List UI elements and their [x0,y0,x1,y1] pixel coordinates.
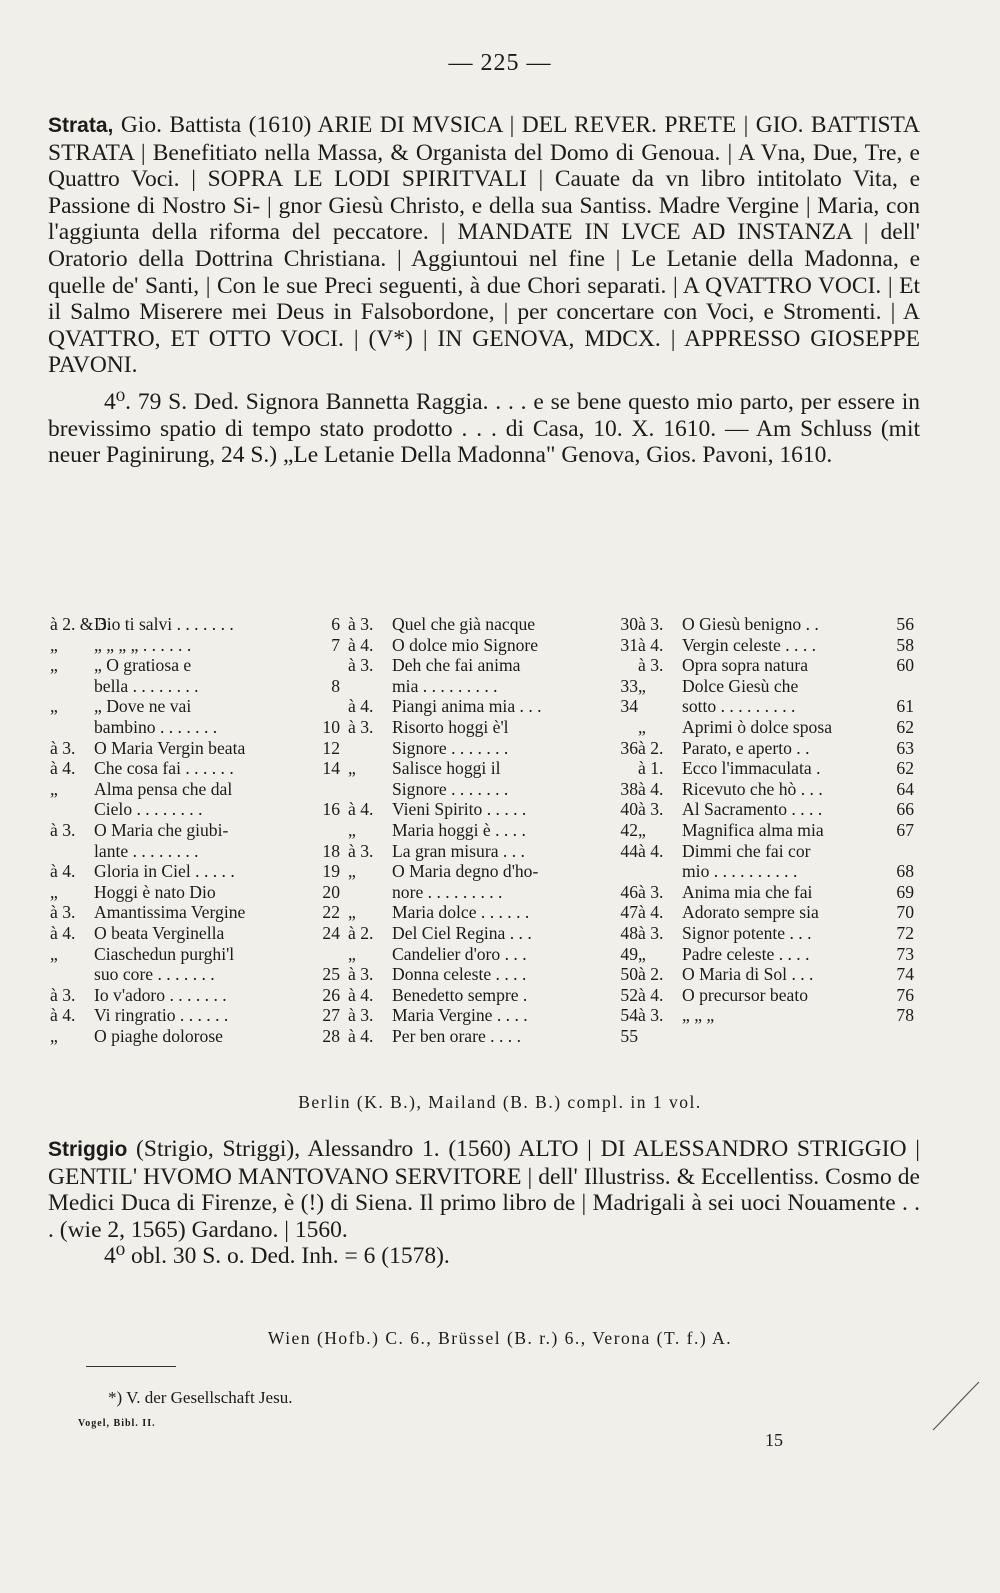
contents-row [638,964,914,985]
contents-row [50,820,340,841]
contents-title: Anima mia che fai [682,881,813,902]
contents-voices: à 3. [638,614,664,634]
contents-page: 72 [896,922,914,943]
location-strata: Berlin (K. B.), Mailand (B. B.) compl. in 1 vol. [298,1092,702,1112]
contents-voices: „ [348,861,356,882]
contents-title: O dolce mio Signore [392,634,539,655]
contents-title: La gran misura . . . [392,840,525,861]
contents-row [638,717,914,738]
contents-page: 54 [620,1005,638,1026]
contents-voices: à 4. [348,799,374,820]
contents-voices: à 3. [638,881,664,902]
contents-title: nore . . . . . . . . . [392,881,503,902]
contents-voices: à 4. [50,758,76,779]
contents-row [348,635,638,656]
contents-title: Dimmi che fai cor [682,840,811,861]
contents-row [50,964,340,985]
contents-title: „ „ „ „ . . . . . . [94,634,192,655]
contents-page: 19 [322,861,340,882]
contents-page [312,779,340,800]
contents-row [50,841,340,862]
entry-strata-description: 4⁰. 79 S. Ded. Signora Bannetta Raggia. . . . e se bene questo mio parto, per essere in brevissimo spatio di tempo stato prodotto . . . di Casa, 10. X. 1610. — Am Schluss (mit neuer Paginirung, 24 S.) „Le Letanie Della Madonna" Genova, Gios. Pavoni, 1610. [48,388,920,469]
contents-title: Dio ti salvi . . . . . . . [94,614,234,634]
contents-voices: à 2. [348,922,374,943]
contents-row [348,758,638,779]
contents-title: mio . . . . . . . . . . [682,861,798,882]
contents-page: 66 [896,799,914,820]
contents-title: Per ben orare . . . . [392,1025,521,1046]
contents-voices: à 3. [348,964,374,985]
contents-row [638,944,914,965]
contents-voices: „ [638,943,646,964]
contents-row [50,985,340,1006]
contents-voices [638,696,682,717]
contents-row [638,779,914,800]
contents-title: Vergin celeste . . . . [682,634,817,655]
contents-voices: à 3. [50,984,76,1005]
contents-row [348,799,638,820]
contents-row [348,882,638,903]
contents-voices: à 3. [638,922,664,943]
contents-row [50,1005,340,1026]
contents-page: 31 [620,634,638,655]
contents-row [50,758,340,779]
contents-voices: à 3. [348,655,374,676]
contents-title: Benedetto sempre . [392,984,528,1005]
contents-page: 38 [620,778,638,799]
contents-row [348,964,638,985]
contents-page: 26 [322,984,340,1005]
contents-title: O Maria che giubi- [94,819,229,840]
contents-title: Cielo . . . . . . . . [94,799,203,820]
contents-voices: à 4. [50,861,76,882]
contents-row [50,614,340,635]
contents-title: Opra sopra natura [682,655,809,676]
contents-page: 47 [620,902,638,923]
contents-title: Aprimi ò dolce sposa [682,716,833,737]
contents-page: 27 [322,1005,340,1026]
contents-row [638,1005,914,1026]
contents-voices: à 4. [638,902,664,923]
contents-row [348,841,638,862]
contents-page: 30 [620,614,638,634]
contents-row [348,923,638,944]
contents-row [348,902,638,923]
contents-page: 22 [322,902,340,923]
contents-row [50,635,340,656]
contents-page: 44 [620,840,638,861]
contents-voices: „ [638,716,646,737]
contents-page: 55 [620,1025,638,1046]
contents-row [50,696,340,717]
contents-title: Signore . . . . . . . [392,778,509,799]
contents-voices: „ [50,881,58,902]
contents-row [638,820,914,841]
contents-page: 20 [322,881,340,902]
contents-title: O precursor beato [682,984,809,1005]
contents-title: Signore . . . . . . . [392,737,509,758]
contents-voices: à 4. [638,840,664,861]
contents-page [886,676,914,697]
contents-page: 63 [896,737,914,758]
contents-page [610,717,638,738]
contents-page: 33 [620,675,638,696]
contents-row [50,944,340,965]
contents-voices: „ [50,696,58,717]
contents-title: O beata Verginella [94,922,225,943]
contents-row [348,717,638,738]
entry-strata-text: Gio. Battista (1610) ARIE DI MVSICA | DEL REVER. PRETE | GIO. BATTISTA STRATA | Benefitiato nella Massa, & Organista del Domo di Genoua. | A Vna, Due, Tre, e Quattro Voci. | SOPRA LE LODI SPIRITVALI | Cauate da vn libro intitolato Vita, e Passione di Nostro Si- | gnor Giesù Christo, e della sua Santiss. Madre Vergine | Maria, con l'aggiunta della riforma del peccatore. | MANDATE IN LVCE AD INSTANZA | dell' Oratorio della Dottrina Christiana. | Aggiuntoui nel fine | Le Letanie della Madonna, e quelle de' Santi, | Con le sue Preci seguenti, à due Chori separati. | A QVATTRO VOCI. | Et il Salmo Miserere mei Deus in Falsobordone, | per concertare con Voci, e Stromenti. | A QVATTRO, ET OTTO VOCI. | (V*) | IN GENOVA, MDCX. | APPRESSO GIOSEPPE PAVONI. [48,112,920,379]
entry-striggio-description: 4⁰ obl. 30 S. o. Ded. Inh. = 6 (1578). [104,1243,450,1270]
contents-voices: à 3. [50,819,76,840]
contents-voices: à 3. [348,1005,374,1026]
contents-row [50,882,340,903]
contents-page: 18 [322,840,340,861]
contents-voices: à 4. [348,1025,374,1046]
sheet-number: 15 [765,1430,783,1450]
contents-voices: à 3. [50,902,76,923]
contents-voices: à 3. [50,737,76,758]
contents-row [348,820,638,841]
contents-page: 62 [896,716,914,737]
contents-voices: à 2. & 3. [50,614,112,634]
contents-page: 52 [620,984,638,1005]
contents-voices: „ [348,943,356,964]
contents-title: Ciaschedun purghi'l [94,943,235,964]
contents-voices: „ [348,819,356,840]
footnote-rule [86,1366,176,1367]
contents-voices: „ [638,819,646,840]
entry-striggio-title [48,1136,920,1243]
contents-voices: à 3. [638,799,664,820]
contents-page: 56 [896,614,914,634]
contents-page: 10 [322,716,340,737]
contents-row [50,1026,340,1047]
contents-title: Del Ciel Regina . . . [392,922,532,943]
contents-title: „ „ „ [682,1005,715,1026]
contents-row [50,861,340,882]
contents-row [50,738,340,759]
contents-voices [50,717,94,738]
contents-voices: à 4. [348,984,374,1005]
contents-row [348,1026,638,1047]
contents-title: Alma pensa che dal [94,778,233,799]
contents-voices: à 3. [348,716,374,737]
contents-page: 40 [620,799,638,820]
contents-title: Salisce hoggi il [392,758,501,779]
contents-voices [638,861,682,882]
entry-strata-title [48,112,920,379]
contents-row [348,696,638,717]
contents-page: 58 [896,634,914,655]
contents-row [348,676,638,697]
contents-title: Dolce Giesù che [682,675,799,696]
entry-strata [48,112,920,469]
contents-row [348,738,638,759]
contents-page [610,861,638,882]
contents-page: 60 [896,655,914,676]
contents-title: mia . . . . . . . . . [392,675,498,696]
contents-title: Amantissima Vergine [94,902,246,923]
contents-voices: „ [50,655,58,676]
footnote: *) V. der Gesellschaft Jesu. [108,1388,293,1407]
contents-row [50,779,340,800]
contents-voices: à 4. [348,634,374,655]
contents-title: Che cosa fai . . . . . . [94,758,234,779]
contents-page: 8 [331,675,340,696]
contents-row [638,985,914,1006]
printer-signature: Vogel, Bibl. II. [78,1418,156,1429]
contents-title: O piaghe dolorose [94,1025,223,1046]
contents-row [348,944,638,965]
contents-page: 24 [322,922,340,943]
contents-page: 6 [331,614,340,634]
contents-title: Io v'adoro . . . . . . . [94,984,227,1005]
contents-page: 67 [896,819,914,840]
contents-column-3 [638,614,914,1026]
contents-page: 70 [896,902,914,923]
contents-title: Deh che fai anima [392,655,521,676]
contents-voices: à 4. [638,778,664,799]
contents-page: 62 [896,758,914,779]
contents-row [348,614,638,635]
contents-voices: à 2. [638,964,664,985]
contents-title: Hoggi è nato Dio [94,881,216,902]
contents-voices: à 4. [50,922,76,943]
contents-title: Vieni Spirito . . . . . [392,799,527,820]
contents-title: O Maria degno d'ho- [392,861,539,882]
entry-striggio-head: Striggio [48,1138,128,1161]
contents-page: 42 [620,819,638,840]
entry-striggio [48,1136,920,1270]
contents-title: suo core . . . . . . . [94,964,215,985]
entry-strata-head: Strata, [48,114,114,137]
contents-page [312,655,340,676]
contents-title: bella . . . . . . . . [94,675,199,696]
contents-title: lante . . . . . . . . [94,840,199,861]
contents-title: Piangi anima mia . . . [392,696,542,717]
contents-voices: à 3. [638,655,664,676]
contents-title: Quel che già nacque [392,614,536,634]
contents-title: O Giesù benigno . . [682,614,819,634]
contents-title: Maria dolce . . . . . . [392,902,530,923]
contents-voices: à 4. [348,696,374,717]
contents-title: Donna celeste . . . . [392,964,527,985]
contents-page: 78 [896,1005,914,1026]
contents-title: Parato, e aperto . . [682,737,810,758]
pencil-stroke-mark [925,1378,985,1438]
contents-title: Maria hoggi è . . . . [392,819,526,840]
contents-page: 36 [620,737,638,758]
contents-row [348,779,638,800]
contents-row [638,923,914,944]
contents-title: Padre celeste . . . . [682,943,810,964]
contents-page: 61 [896,696,914,717]
contents-voices [348,676,392,697]
contents-page [312,820,340,841]
contents-title: O Maria Vergin beata [94,737,246,758]
contents-page: 73 [896,943,914,964]
contents-row [638,861,914,882]
contents-voices: „ [50,778,58,799]
contents-voices: „ [348,902,356,923]
contents-page: 50 [620,964,638,985]
contents-page: 14 [322,758,340,779]
contents-voices [50,964,94,985]
contents-title: „ O gratiosa e [94,655,192,676]
contents-voices: à 3. [348,614,374,634]
contents-row [638,799,914,820]
contents-page [312,696,340,717]
contents-title: Adorato sempre sia [682,902,819,923]
contents-page: 7 [331,634,340,655]
contents-page: 46 [620,881,638,902]
contents-voices [348,779,392,800]
contents-row [638,902,914,923]
contents-voices [50,676,94,697]
contents-voices: „ [348,758,356,779]
contents-voices: à 3. [638,1005,664,1026]
contents-title: sotto . . . . . . . . . [682,696,796,717]
contents-title: Al Sacramento . . . . [682,799,823,820]
contents-voices: à 1. [638,758,664,779]
contents-title: O Maria di Sol . . . [682,964,814,985]
contents-row [638,758,914,779]
contents-title: Vi ringratio . . . . . . [94,1005,229,1026]
contents-voices: „ [638,675,646,696]
contents-column-2 [348,614,638,1046]
contents-title: Gloria in Ciel . . . . . [94,861,235,882]
contents-voices: „ [50,634,58,655]
contents-row [348,655,638,676]
contents-column-1 [50,614,340,1046]
contents-row [638,738,914,759]
contents-page: 16 [322,799,340,820]
contents-page: 68 [896,861,914,882]
contents-voices [50,799,94,820]
contents-row [638,655,914,676]
contents-row [638,614,914,635]
contents-page [610,758,638,779]
contents-voices [50,841,94,862]
contents-voices: à 3. [348,840,374,861]
contents-page: 12 [322,737,340,758]
contents-page: 74 [896,964,914,985]
contents-row [638,841,914,862]
contents-voices: „ [50,943,58,964]
contents-voices: à 2. [638,737,664,758]
contents-row [348,985,638,1006]
contents-page: 76 [896,984,914,1005]
contents-row [348,861,638,882]
contents-row [50,655,340,676]
contents-row [638,676,914,697]
contents-page: 64 [896,778,914,799]
contents-title: Ricevuto che hò . . . [682,778,823,799]
contents-title: Signor potente . . . [682,922,812,943]
contents-voices: à 4. [638,634,664,655]
contents-row [638,882,914,903]
contents-page: 49 [620,943,638,964]
contents-title: Candelier d'oro . . . [392,943,527,964]
contents-title: bambino . . . . . . . [94,716,218,737]
contents-page: 34 [620,696,638,717]
contents-row [50,799,340,820]
contents-title: Magnifica alma mia [682,819,824,840]
contents-row [50,676,340,697]
contents-voices [348,882,392,903]
location-striggio: Wien (Hofb.) C. 6., Brüssel (B. r.) 6., Verona (T. f.) A. [267,1328,733,1348]
contents-page: 48 [620,922,638,943]
contents-row [638,635,914,656]
contents-title: Maria Vergine . . . . [392,1005,528,1026]
contents-page: 69 [896,881,914,902]
contents-voices: à 4. [50,1005,76,1026]
contents-page: 28 [322,1025,340,1046]
contents-title: Ecco l'immaculata . [682,758,821,779]
contents-page: 25 [322,964,340,985]
contents-voices: à 4. [638,984,664,1005]
contents-page [610,655,638,676]
contents-row [50,717,340,738]
contents-title: „ Dove ne vai [94,696,192,717]
contents-page [886,841,914,862]
contents-row [348,1005,638,1026]
contents-row [638,696,914,717]
entry-striggio-text: (Strigio, Striggi), Alessandro 1. (1560) ALTO | DI ALESSANDRO STRIGGIO | GENTIL' HVOMO MANTOVANO SERVITORE | dell' Illustriss. & Eccellentiss. Cosmo de Medici Duca di Firenze, è (!) di Siena. Il primo libro de | Madrigali à sei uoci Nouamente . . . (wie 2, 1565) Gardano. | 1560. [48,1136,920,1243]
contents-title: Risorto hoggi è'l [392,716,509,737]
contents-voices: „ [50,1025,58,1046]
contents-page [312,944,340,965]
page-number: — 225 — [448,50,552,76]
contents-voices [348,738,392,759]
contents-row [50,923,340,944]
contents-row [50,902,340,923]
